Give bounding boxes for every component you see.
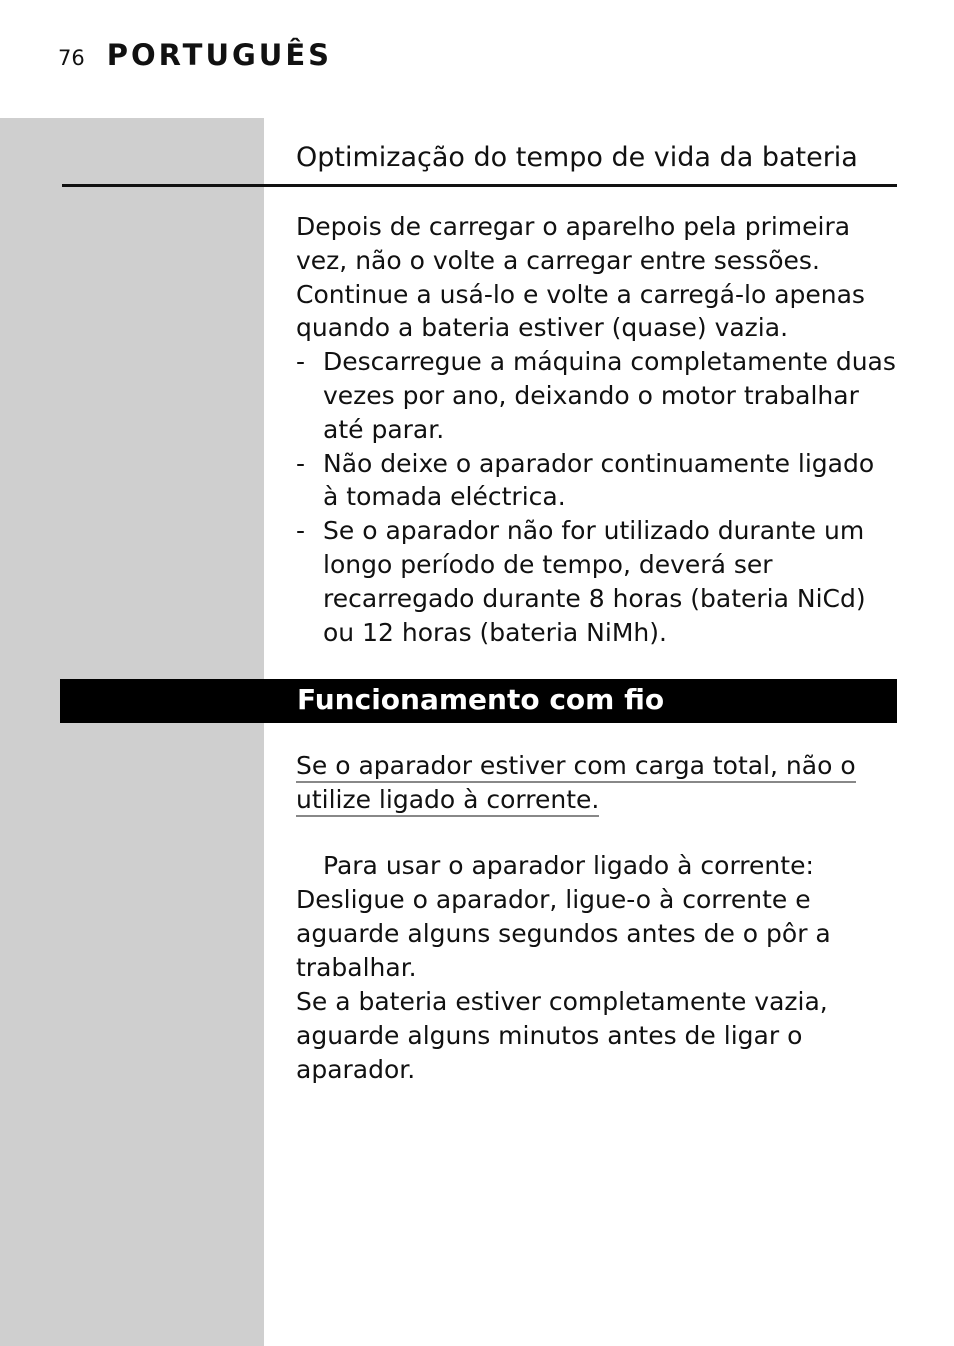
list-item <box>296 345 896 446</box>
section-heading-corded: Funcionamento com fio <box>297 683 665 716</box>
list-item-text: Descarregue a máquina completamente duas vezes por ano, deixando o motor trabalhar até parar. <box>323 347 896 444</box>
section-heading-battery: Optimização do tempo de vida da bateria <box>296 142 858 173</box>
warning-line: utilize ligado à corrente. <box>296 784 599 817</box>
section-divider <box>62 184 897 187</box>
list-item-text: Se o aparador não for utilizado durante um longo período de tempo, deverá ser recarregado durante 8 horas (bateria NiCd) ou 12 horas (bateria NiMh). <box>323 516 866 647</box>
bullet-dash: - <box>296 516 306 546</box>
page-number: 76 <box>58 46 85 70</box>
battery-tips-list <box>296 345 896 649</box>
battery-intro-paragraph: Depois de carregar o aparelho pela primeira vez, não o volte a carregar entre sessões. Continue a usá-lo e volte a carregá-lo apenas quando a bateria estiver (quase) vazia. <box>296 212 865 343</box>
instruction-paragraph: Desligue o aparador, ligue-o à corrente e aguarde alguns segundos antes de o pôr a trabalhar. <box>296 885 831 982</box>
bullet-dash: - <box>296 448 306 478</box>
warning-note <box>296 749 856 817</box>
bullet-dash: - <box>296 347 306 377</box>
warning-line: Se o aparador estiver com carga total, não o <box>296 750 856 783</box>
page-header <box>58 38 332 78</box>
instruction-title: Para usar o aparador ligado à corrente: <box>323 851 814 880</box>
list-item-text: Não deixe o aparador continuamente ligado à tomada eléctrica. <box>323 448 875 512</box>
side-margin-panel <box>0 118 264 1346</box>
instruction-paragraph: Se a bateria estiver completamente vazia, aguarde alguns minutos antes de ligar o aparador. <box>296 987 828 1084</box>
language-title: PORTUGUÊS <box>106 38 333 72</box>
section-heading-bar <box>60 679 897 723</box>
instruction-body <box>296 883 896 1087</box>
list-item <box>296 514 896 649</box>
list-item <box>296 447 896 515</box>
section-body-battery <box>296 210 896 649</box>
